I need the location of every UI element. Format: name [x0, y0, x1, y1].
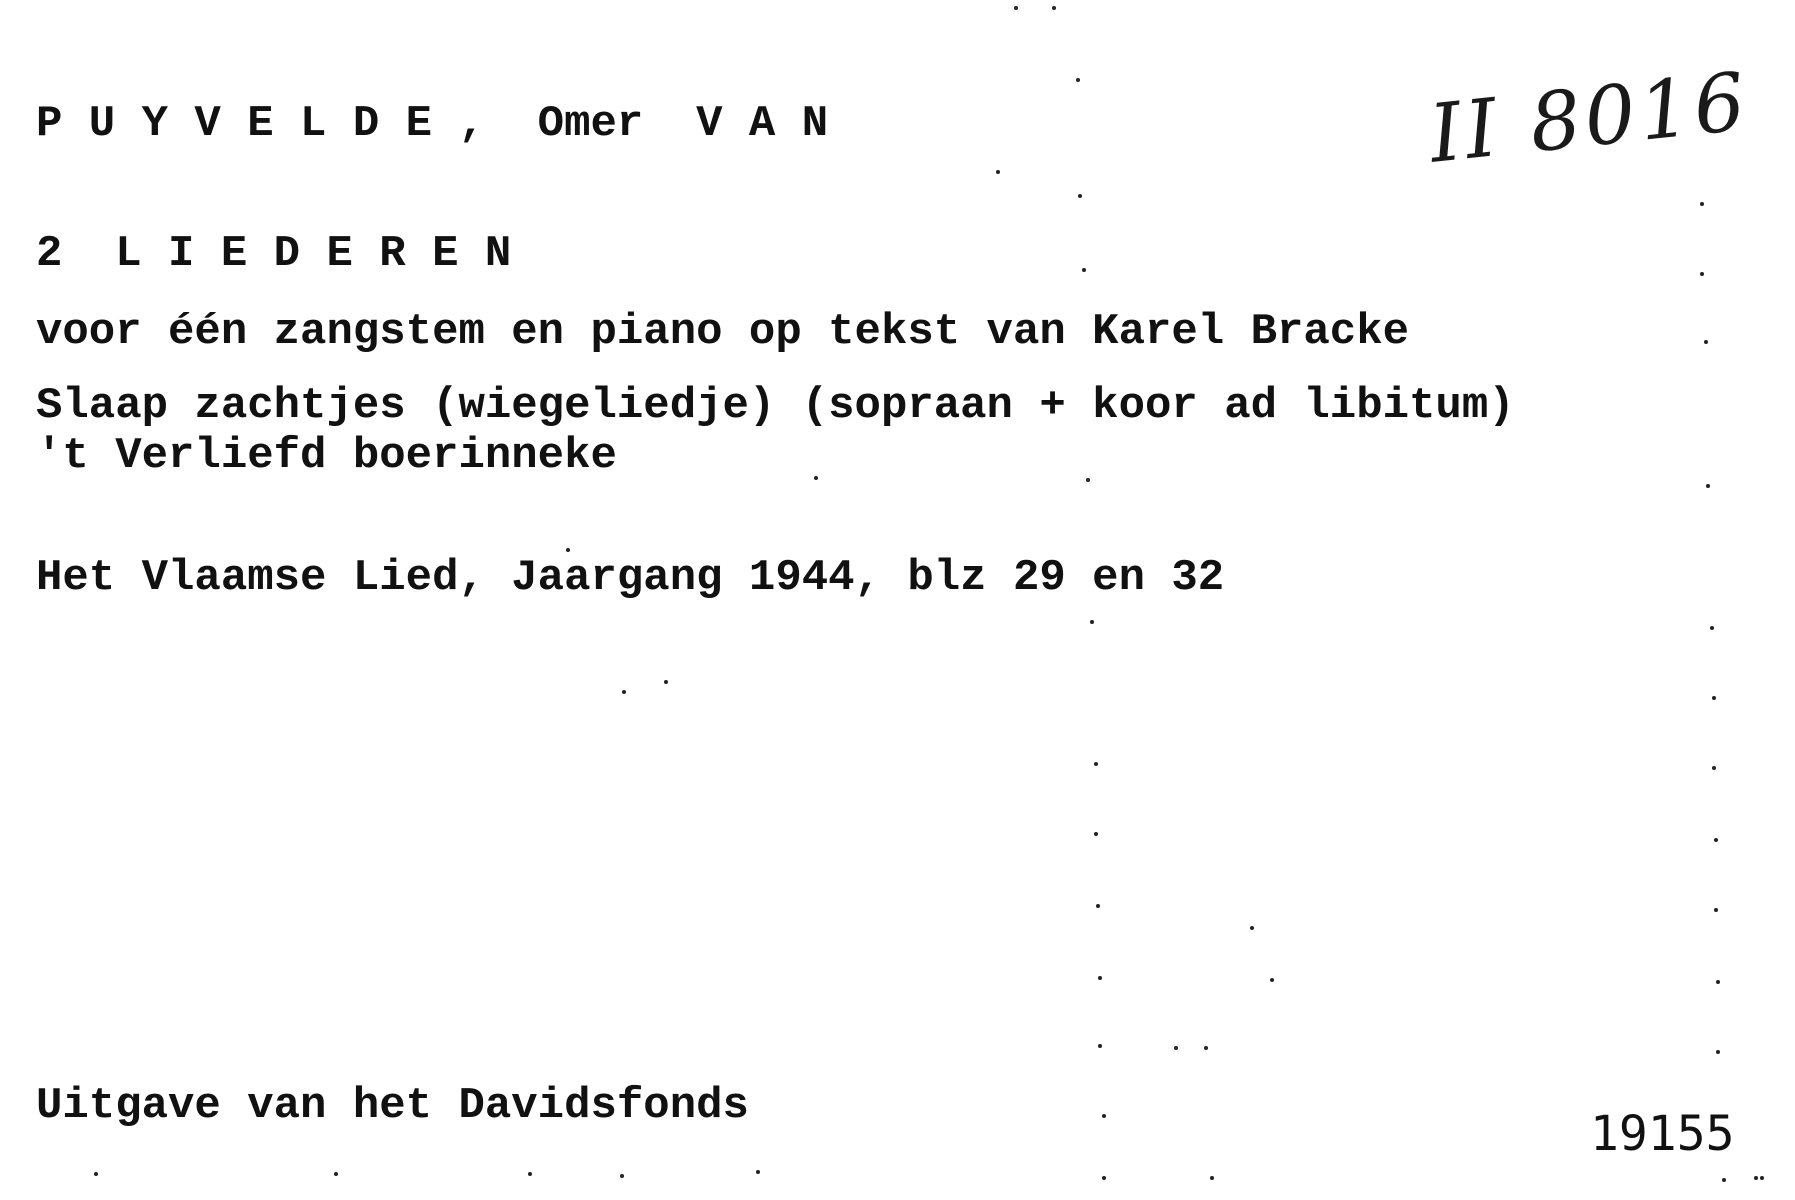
speck — [1078, 194, 1082, 198]
speck — [1076, 78, 1080, 82]
speck — [566, 548, 570, 552]
speck — [1082, 268, 1086, 272]
speck — [334, 1172, 338, 1176]
speck — [1760, 1176, 1764, 1180]
speck — [1700, 272, 1704, 276]
speck — [620, 1174, 624, 1178]
song-item: Slaap zachtjes (wiegeliedje) (sopraan + koor ad libitum) — [36, 381, 1515, 431]
speck — [1250, 926, 1254, 930]
speck — [996, 170, 1000, 174]
speck — [1712, 766, 1716, 770]
speck — [814, 476, 818, 480]
work-subtitle: voor één zangstem en piano op tekst van Karel Bracke — [36, 307, 1410, 357]
speck — [1090, 620, 1094, 624]
author-name: P U Y V E L D E , Omer V A N — [36, 99, 829, 149]
speck — [1714, 838, 1718, 842]
speck — [1102, 1176, 1106, 1180]
work-title: 2 L I E D E R E N — [36, 229, 512, 279]
publisher: Uitgave van het Davidsfonds — [36, 1081, 749, 1131]
speck — [622, 690, 626, 694]
speck — [1052, 6, 1056, 10]
speck — [1700, 202, 1704, 206]
speck — [1094, 832, 1098, 836]
speck — [1086, 478, 1090, 482]
speck — [1102, 1114, 1106, 1118]
speck — [1716, 1050, 1720, 1054]
speck — [1706, 484, 1710, 488]
speck — [1098, 976, 1102, 980]
speck — [1270, 978, 1274, 982]
speck — [664, 680, 668, 684]
speck — [1174, 1046, 1178, 1050]
speck — [1710, 626, 1714, 630]
speck — [1712, 696, 1716, 700]
speck — [528, 1172, 532, 1176]
speck — [1722, 1178, 1726, 1182]
speck — [1716, 980, 1720, 984]
speck — [1204, 1046, 1208, 1050]
speck — [1754, 1176, 1758, 1180]
speck — [1094, 762, 1098, 766]
shelfmark-text: II 8016 — [1425, 54, 1754, 181]
source-reference: Het Vlaamse Lied, Jaargang 1944, blz 29 en 32 — [36, 553, 1225, 603]
speck — [1098, 1044, 1102, 1048]
speck — [756, 1170, 760, 1174]
speck — [1210, 1176, 1214, 1180]
speck — [1096, 904, 1100, 908]
catalog-number: 19155 — [1590, 1106, 1735, 1162]
speck — [1704, 340, 1708, 344]
speck — [1714, 908, 1718, 912]
song-item: 't Verliefd boerinneke — [36, 431, 617, 481]
shelfmark-handwritten — [1425, 55, 1753, 181]
speck — [94, 1172, 98, 1176]
speck — [1014, 6, 1018, 10]
